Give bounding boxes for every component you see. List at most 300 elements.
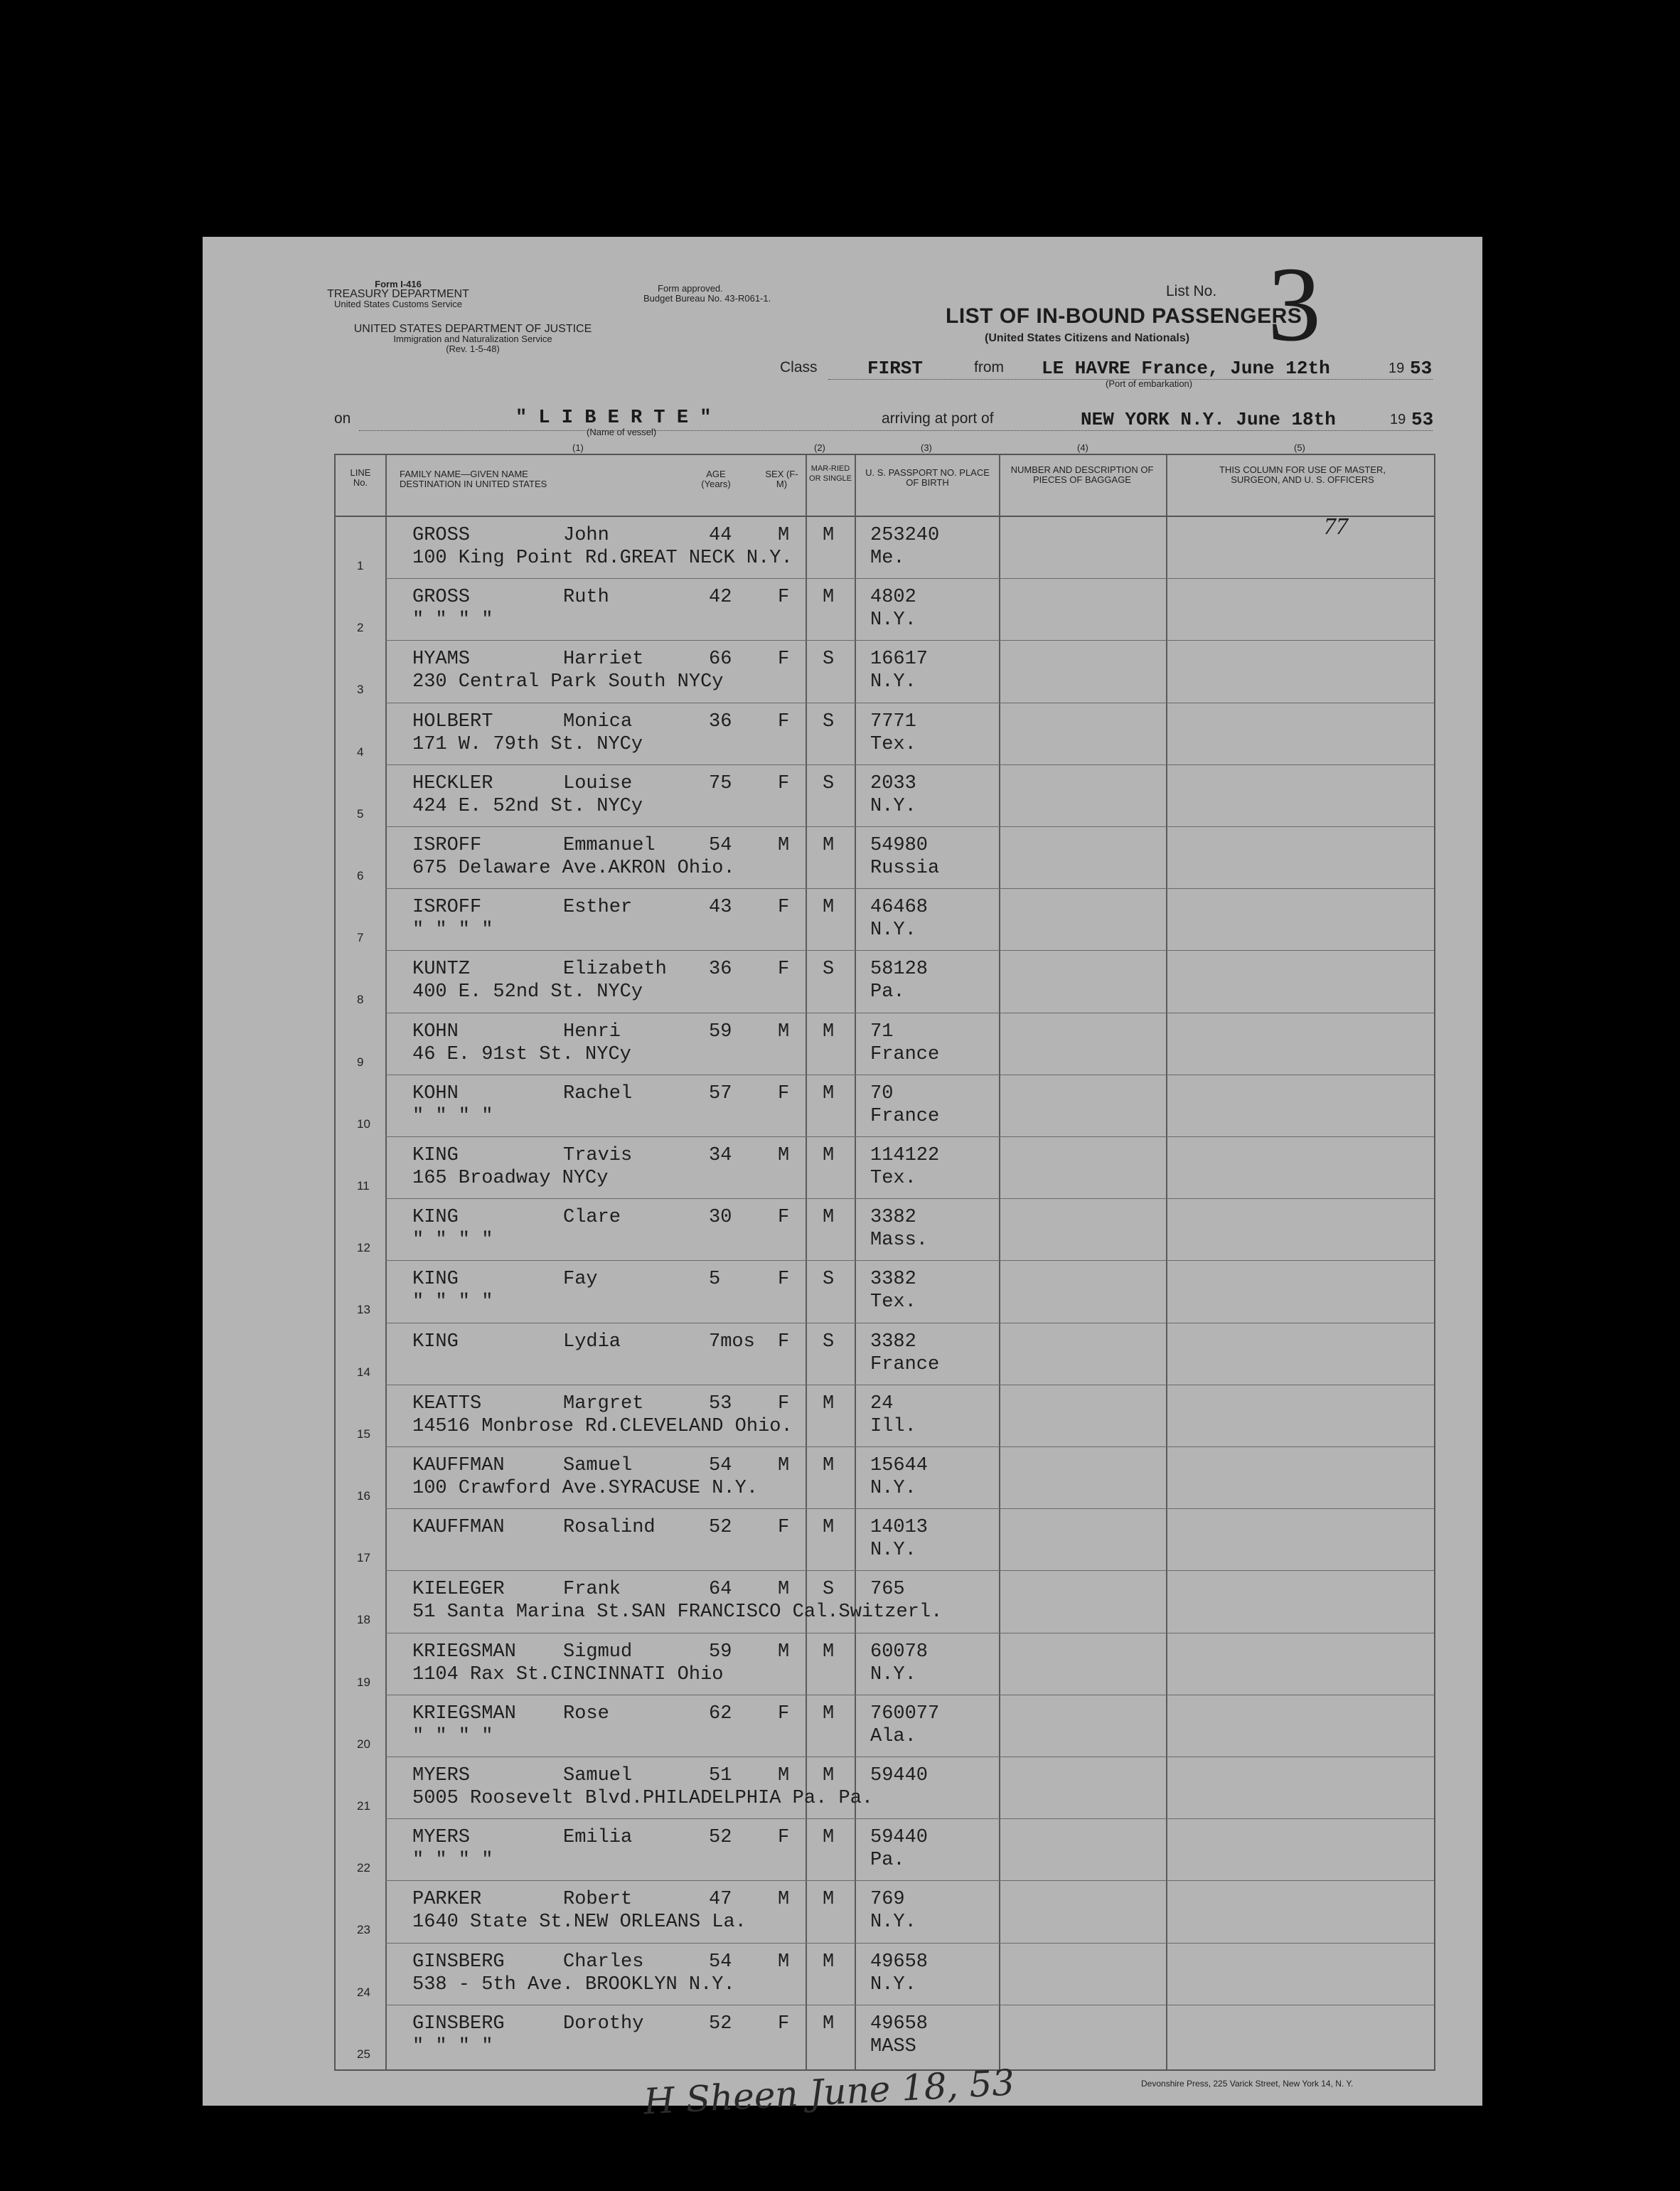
col-num-1: (1) — [572, 442, 584, 453]
table-row — [336, 2006, 1434, 2068]
table-row — [336, 1262, 1434, 1323]
marital-status: M — [823, 1020, 835, 1043]
sex: F — [778, 710, 790, 732]
table-row — [336, 890, 1434, 951]
passport-number: 54980 — [870, 835, 929, 856]
family-name: KRIEGSMAN — [412, 1702, 516, 1724]
line-number: 4 — [357, 745, 364, 759]
family-name: HYAMS — [412, 649, 471, 671]
sex: F — [778, 1331, 790, 1353]
table-row — [336, 518, 1434, 580]
table-row — [336, 1572, 1434, 1633]
marital-status: M — [823, 1145, 835, 1166]
place-of-birth: N.Y. — [870, 1540, 916, 1562]
given-name: Samuel — [563, 1455, 633, 1476]
marital-status: S — [823, 649, 835, 671]
given-name: Emmanuel — [563, 835, 656, 856]
destination: 230 Central Park South NYCy — [412, 671, 724, 693]
destination: " " " " — [412, 1105, 493, 1127]
table-row — [336, 1138, 1434, 1200]
destination: 171 W. 79th St. NYCy — [412, 733, 643, 755]
family-name: KING — [412, 1269, 459, 1291]
family-name: KAUFFMAN — [412, 1517, 505, 1539]
sex: F — [778, 897, 790, 919]
given-name: Esther — [563, 897, 633, 919]
passport-number: 58128 — [870, 959, 929, 981]
sex: F — [778, 587, 790, 609]
header-destination: DESTINATION IN UNITED STATES — [400, 479, 547, 489]
table-row — [336, 1820, 1434, 1882]
col-num-4: (4) — [1077, 442, 1088, 453]
passenger-list-sheet — [203, 237, 1482, 2123]
passport-number: 59440 — [870, 1765, 929, 1786]
vessel-name: " L I B E R T E " — [515, 407, 712, 429]
row-divider — [385, 888, 1434, 889]
destination: 100 Crawford Ave.SYRACUSE N.Y. — [412, 1478, 759, 1499]
sex: M — [778, 835, 790, 856]
table-row — [336, 1696, 1434, 1758]
destination: 5005 Roosevelt Blvd.PHILADELPHIA Pa. Pa. — [412, 1788, 874, 1809]
age: 62 — [709, 1702, 732, 1724]
destination: " " " " — [412, 1850, 493, 1872]
destination: 165 Broadway NYCy — [412, 1168, 609, 1189]
line-number: 15 — [357, 1427, 370, 1441]
line-number: 24 — [357, 1985, 370, 1999]
line-number: 6 — [357, 869, 364, 883]
customs-service: United States Customs Service — [334, 299, 462, 309]
line-number: 19 — [357, 1675, 370, 1689]
sex: F — [778, 649, 790, 671]
age: 54 — [709, 1455, 732, 1476]
marital-status: M — [823, 1641, 835, 1663]
destination: 538 - 5th Ave. BROOKLYN N.Y. — [412, 1973, 735, 1995]
row-divider — [385, 1508, 1434, 1509]
marital-status: M — [823, 1517, 835, 1539]
marital-status: M — [823, 1392, 835, 1414]
arrival-value: NEW YORK N.Y. June 18th — [1081, 409, 1336, 430]
line-number: 18 — [357, 1613, 370, 1627]
age: 42 — [709, 587, 732, 609]
place-of-birth: Pa. — [870, 981, 905, 1003]
line-number: 14 — [357, 1365, 370, 1379]
given-name: Rose — [563, 1702, 609, 1724]
header-married: MAR-RIED OR SINGLE — [809, 464, 852, 483]
place-of-birth: Tex. — [870, 1168, 916, 1189]
list-title: LIST OF IN-BOUND PASSENGERS — [946, 304, 1302, 328]
passport-number: 49658 — [870, 1951, 929, 1973]
marital-status: M — [823, 1951, 835, 1973]
passport-number: 765 — [870, 1579, 905, 1601]
ins-service: Immigration and Naturalization Service — [393, 334, 552, 344]
form-approved: Form approved. — [658, 283, 723, 294]
destination: 46 E. 91st St. NYCy — [412, 1043, 631, 1065]
row-divider — [385, 826, 1434, 827]
family-name: KAUFFMAN — [412, 1455, 505, 1476]
class-label: Class — [780, 359, 818, 375]
place-of-birth: France — [870, 1353, 940, 1375]
destination: " " " " — [412, 919, 493, 942]
destination: " " " " — [412, 1291, 493, 1313]
family-name: MYERS — [412, 1765, 471, 1786]
place-of-birth: N.Y. — [870, 1973, 916, 1995]
sex: M — [778, 1020, 790, 1043]
passport-number: 114122 — [870, 1145, 940, 1166]
sex: M — [778, 1889, 790, 1911]
age: 54 — [709, 835, 732, 856]
line-number: 22 — [357, 1861, 370, 1875]
arrival-year-prefix: 19 — [1390, 412, 1406, 427]
table-row — [336, 828, 1434, 890]
age: 53 — [709, 1392, 732, 1414]
given-name: Dorothy — [563, 2013, 644, 2035]
officer-note: 77 — [1324, 513, 1348, 540]
destination: 400 E. 52nd St. NYCy — [412, 981, 643, 1003]
line-number: 3 — [357, 683, 364, 697]
vessel-caption: (Name of vessel) — [587, 427, 657, 437]
age: 66 — [709, 649, 732, 671]
passport-number: 71 — [870, 1020, 894, 1043]
place-of-birth: N.Y. — [870, 919, 916, 942]
place-of-birth: Mass. — [870, 1230, 929, 1252]
passport-number: 4802 — [870, 587, 916, 609]
family-name: KOHN — [412, 1020, 459, 1043]
age: 7mos — [709, 1331, 755, 1353]
family-name: KING — [412, 1145, 459, 1166]
table-row — [336, 704, 1434, 766]
line-number: 12 — [357, 1241, 370, 1255]
line-number: 11 — [357, 1179, 370, 1193]
sex: F — [778, 1269, 790, 1291]
family-name: KUNTZ — [412, 959, 471, 981]
treasury-department: TREASURY DEPARTMENT — [327, 288, 469, 300]
given-name: Rosalind — [563, 1517, 656, 1539]
line-number: 17 — [357, 1551, 370, 1565]
list-number: 3 — [1268, 245, 1321, 363]
given-name: John — [563, 525, 609, 546]
sex: F — [778, 1207, 790, 1229]
table-row — [336, 766, 1434, 828]
marital-status: M — [823, 2013, 835, 2035]
destination: " " " " — [412, 2035, 493, 2057]
marital-status: M — [823, 1765, 835, 1786]
header-line-no: LINE No. — [350, 467, 371, 488]
destination: 14516 Monbrose Rd.CLEVELAND Ohio. — [412, 1415, 793, 1437]
header-sex: SEX (F-M) — [765, 469, 798, 489]
age: 57 — [709, 1082, 732, 1104]
header-baggage: NUMBER AND DESCRIPTION OF PIECES OF BAGGAGE — [1010, 464, 1154, 485]
header-name-main: FAMILY NAME—GIVEN NAME — [400, 469, 528, 479]
passport-number: 2033 — [870, 772, 916, 794]
passport-number: 49658 — [870, 2013, 929, 2035]
line-number: 21 — [357, 1799, 370, 1813]
form-header — [309, 279, 487, 309]
age: 34 — [709, 1145, 732, 1166]
printer-credit: Devonshire Press, 225 Varick Street, New York 14, N. Y. — [1141, 2079, 1354, 2089]
line-number: 20 — [357, 1737, 370, 1751]
header-officers: THIS COLUMN FOR USE OF MASTER, SURGEON, AND U. S. OFFICERS — [1219, 464, 1386, 485]
destination: " " " " — [412, 1230, 493, 1252]
family-name: KOHN — [412, 1082, 459, 1104]
col-num-5: (5) — [1294, 442, 1305, 453]
sex: F — [778, 1517, 790, 1539]
marital-status: M — [823, 525, 835, 546]
family-name: ISROFF — [412, 897, 482, 919]
header-divider — [336, 516, 1434, 517]
destination: 100 King Point Rd.GREAT NECK N.Y. — [412, 548, 793, 569]
row-divider — [385, 1943, 1434, 1944]
destination: 1104 Rax St.CINCINNATI Ohio — [412, 1663, 724, 1685]
sex: M — [778, 1951, 790, 1973]
passport-number: 3382 — [870, 1269, 916, 1291]
line-number: 25 — [357, 2047, 370, 2061]
row-divider — [385, 640, 1434, 641]
table-row — [336, 1882, 1434, 1944]
given-name: Travis — [563, 1145, 633, 1166]
sex: M — [778, 1455, 790, 1476]
age: 36 — [709, 710, 732, 732]
table-row — [336, 1758, 1434, 1820]
given-name: Monica — [563, 710, 633, 732]
age: 75 — [709, 772, 732, 794]
age: 64 — [709, 1579, 732, 1601]
place-of-birth: Pa. — [870, 1850, 905, 1872]
family-name: HECKLER — [412, 772, 493, 794]
age: 51 — [709, 1765, 732, 1786]
on-label: on — [334, 410, 351, 427]
marital-status: S — [823, 772, 835, 794]
destination: 675 Delaware Ave.AKRON Ohio. — [412, 858, 735, 879]
given-name: Margret — [563, 1392, 644, 1414]
passenger-rows — [336, 518, 1434, 2068]
given-name: Charles — [563, 1951, 644, 1973]
col-num-2: (2) — [814, 442, 825, 453]
age: 52 — [709, 1827, 732, 1849]
destination: " " " " — [412, 1725, 493, 1747]
sex: M — [778, 1765, 790, 1786]
given-name: Frank — [563, 1579, 621, 1601]
table-row — [336, 641, 1434, 703]
place-of-birth: France — [870, 1043, 940, 1065]
place-of-birth: N.Y. — [870, 1663, 916, 1685]
header-age: AGE (Years) — [701, 469, 731, 489]
given-name: Louise — [563, 772, 633, 794]
table-row — [336, 1324, 1434, 1386]
sex: F — [778, 1082, 790, 1104]
place-of-birth: MASS — [870, 2035, 916, 2057]
from-year-prefix: 19 — [1389, 361, 1405, 376]
given-name: Robert — [563, 1889, 633, 1911]
age: 59 — [709, 1020, 732, 1043]
line-number: 5 — [357, 806, 364, 821]
embarkation-caption: (Port of embarkation) — [1106, 378, 1193, 389]
header-name — [400, 469, 547, 489]
family-name: KING — [412, 1207, 459, 1229]
age: 52 — [709, 1517, 732, 1539]
family-name: KIELEGER — [412, 1579, 505, 1601]
passenger-table — [334, 454, 1435, 2071]
destination: " " " " — [412, 609, 493, 631]
line-number: 1 — [357, 559, 364, 572]
given-name: Henri — [563, 1020, 621, 1043]
inspector-signature: H Sheen June 18, 53 — [642, 2062, 1016, 2123]
place-of-birth: Tex. — [870, 733, 916, 755]
place-of-birth: Ala. — [870, 1725, 916, 1747]
embarkation-value: LE HAVRE France, June 12th — [1042, 358, 1330, 379]
marital-status: M — [823, 1702, 835, 1724]
given-name: Samuel — [563, 1765, 633, 1786]
sex: F — [778, 772, 790, 794]
age: 59 — [709, 1641, 732, 1663]
age: 52 — [709, 2013, 732, 2035]
justice-header — [331, 324, 615, 354]
table-row — [336, 1634, 1434, 1696]
form-revision: (Rev. 1-5-48) — [446, 343, 500, 354]
sex: M — [778, 1579, 790, 1601]
row-divider — [385, 1446, 1434, 1447]
arriving-label: arriving at port of — [882, 410, 994, 427]
marital-status: M — [823, 1207, 835, 1229]
marital-status: S — [823, 1331, 835, 1353]
list-subtitle: (United States Citizens and Nationals) — [985, 332, 1190, 344]
passport-number: 46468 — [870, 897, 929, 919]
line-number: 16 — [357, 1489, 370, 1503]
row-divider — [385, 1136, 1434, 1137]
col-num-3: (3) — [921, 442, 932, 453]
family-name: MYERS — [412, 1827, 471, 1849]
form-approval — [643, 284, 771, 304]
family-name: KRIEGSMAN — [412, 1641, 516, 1663]
place-of-birth: Russia — [870, 858, 940, 879]
from-underline — [828, 379, 1433, 380]
line-number: 8 — [357, 993, 364, 1007]
table-row — [336, 1076, 1434, 1138]
age: 5 — [709, 1269, 721, 1291]
form-number: Form I-416 — [375, 279, 422, 289]
line-number: 2 — [357, 621, 364, 635]
table-row — [336, 951, 1434, 1013]
place-of-birth: Ill. — [870, 1415, 916, 1437]
passport-number: 3382 — [870, 1331, 916, 1353]
row-divider — [385, 578, 1434, 579]
line-number: 23 — [357, 1923, 370, 1937]
row-divider — [385, 1880, 1434, 1881]
family-name: GROSS — [412, 587, 471, 609]
sex: F — [778, 959, 790, 981]
place-of-birth: N.Y. — [870, 1478, 916, 1499]
table-row — [336, 1448, 1434, 1510]
family-name: GINSBERG — [412, 1951, 505, 1973]
marital-status: M — [823, 897, 835, 919]
passport-number: 3382 — [870, 1207, 916, 1229]
table-row — [336, 580, 1434, 641]
passport-number: 15644 — [870, 1455, 929, 1476]
sex: F — [778, 2013, 790, 2035]
table-row — [336, 1386, 1434, 1448]
passport-number: 24 — [870, 1392, 894, 1414]
family-name: ISROFF — [412, 835, 482, 856]
marital-status: M — [823, 835, 835, 856]
given-name: Sigmud — [563, 1641, 633, 1663]
row-divider — [385, 1570, 1434, 1571]
age: 47 — [709, 1889, 732, 1911]
destination: 424 E. 52nd St. NYCy — [412, 795, 643, 817]
age: 36 — [709, 959, 732, 981]
given-name: Harriet — [563, 649, 644, 671]
list-no-label: List No. — [1166, 283, 1217, 299]
marital-status: S — [823, 959, 835, 981]
destination: 1640 State St.NEW ORLEANS La. — [412, 1912, 747, 1934]
passport-number: 760077 — [870, 1702, 940, 1724]
age: 30 — [709, 1207, 732, 1229]
row-divider — [385, 1198, 1434, 1199]
family-name: KEATTS — [412, 1392, 482, 1414]
passport-number: 769 — [870, 1889, 905, 1911]
given-name: Emilia — [563, 1827, 633, 1849]
sex: M — [778, 1145, 790, 1166]
row-divider — [385, 1260, 1434, 1261]
table-row — [336, 1944, 1434, 2006]
budget-bureau: Budget Bureau No. 43-R061-1. — [643, 293, 771, 304]
justice-department: UNITED STATES DEPARTMENT OF JUSTICE — [353, 323, 592, 335]
place-of-birth: N.Y. — [870, 795, 916, 817]
given-name: Ruth — [563, 587, 609, 609]
table-row — [336, 1200, 1434, 1262]
place-of-birth: Me. — [870, 548, 905, 569]
age: 43 — [709, 897, 732, 919]
passport-number: 253240 — [870, 525, 940, 546]
from-label: from — [974, 359, 1004, 375]
sex: M — [778, 1641, 790, 1663]
family-name: PARKER — [412, 1889, 482, 1911]
vessel-underline — [359, 430, 1433, 431]
marital-status: S — [823, 1269, 835, 1291]
sex: F — [778, 1702, 790, 1724]
marital-status: S — [823, 710, 835, 732]
sex: M — [778, 525, 790, 546]
line-number: 13 — [357, 1303, 370, 1317]
table-row — [336, 1510, 1434, 1572]
marital-status: S — [823, 1579, 835, 1601]
family-name: GROSS — [412, 525, 471, 546]
age: 44 — [709, 525, 732, 546]
place-of-birth: N.Y. — [870, 609, 916, 631]
line-number: 7 — [357, 931, 364, 945]
family-name: KING — [412, 1331, 459, 1353]
place-of-birth: N.Y. — [870, 1912, 916, 1934]
given-name: Fay — [563, 1269, 598, 1291]
place-of-birth: France — [870, 1105, 940, 1127]
passport-number: 16617 — [870, 649, 929, 671]
marital-status: M — [823, 1082, 835, 1104]
arrival-year: 53 — [1411, 409, 1434, 430]
age: 54 — [709, 1951, 732, 1973]
passport-number: 7771 — [870, 710, 916, 732]
row-divider — [385, 950, 1434, 951]
marital-status: M — [823, 1889, 835, 1911]
place-of-birth: Tex. — [870, 1291, 916, 1313]
from-year: 53 — [1410, 358, 1433, 379]
place-of-birth: N.Y. — [870, 671, 916, 693]
given-name: Elizabeth — [563, 959, 667, 981]
family-name: HOLBERT — [412, 710, 493, 732]
class-value: FIRST — [867, 358, 924, 379]
header-passport: U. S. PASSPORT NO. PLACE OF BIRTH — [865, 467, 990, 488]
line-number: 9 — [357, 1055, 364, 1069]
destination: 51 Santa Marina St.SAN FRANCISCO Cal.Switzerl. — [412, 1601, 943, 1624]
row-divider — [385, 1756, 1434, 1757]
marital-status: M — [823, 1455, 835, 1476]
given-name: Clare — [563, 1207, 621, 1229]
